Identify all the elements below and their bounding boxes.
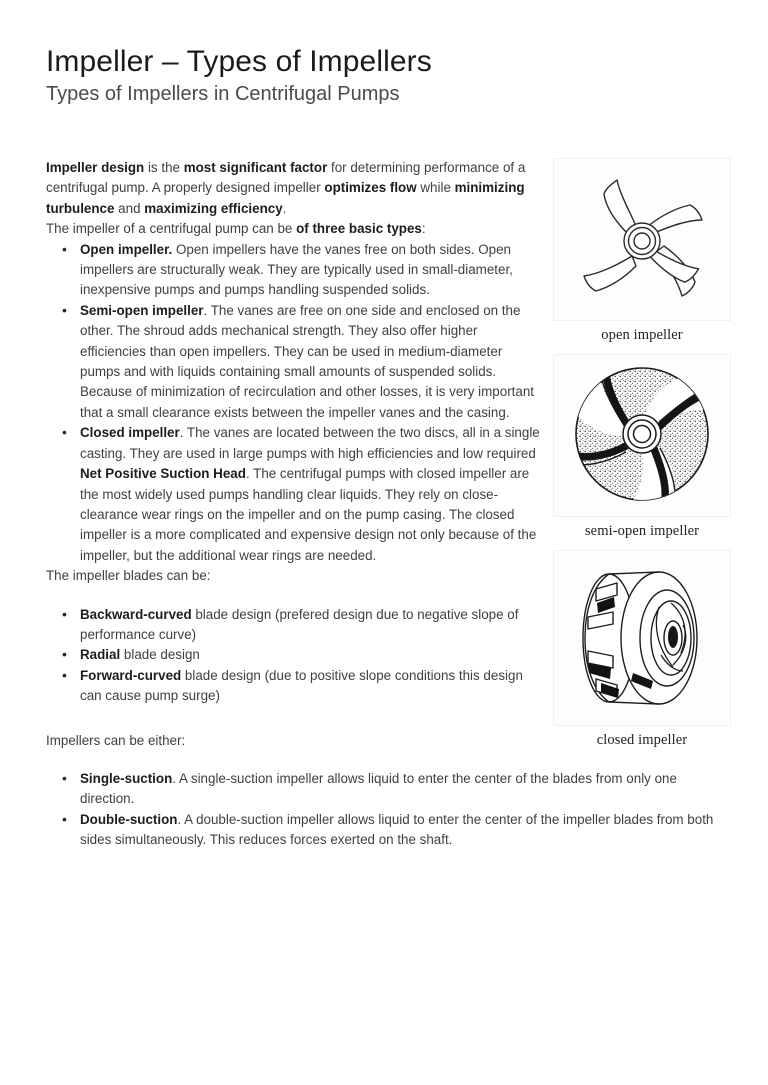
intro-bold-2: most significant factor <box>183 160 328 175</box>
intro-text-1: is the <box>144 160 184 175</box>
lead-text-1: The impeller of a centrifugal pump can be <box>46 221 297 237</box>
figure-caption: open impeller <box>601 327 683 343</box>
intro-bold-5: maximizing efficiency <box>144 200 283 216</box>
type-description-a: . The vanes are located between the two discs, all in a single casting. They are used in large pumps with high efficiencies and low required <box>80 425 540 461</box>
list-item-semi-open-impeller <box>46 301 544 423</box>
type-description: . The vanes are free on one side and enclosed on the other. The shroud adds mechanical strength. They also offer higher efficiencies than open impellers. They can be used in medium-diameter pumps and with liquids containing small amounts of suspended solids. Because of minimization of recirculation and other losses, it is very important that a small clearance exists between the impeller vanes and the casing. <box>80 302 534 420</box>
list-item-open-impeller <box>46 240 544 301</box>
type-term: Open impeller. <box>80 241 173 257</box>
intro-text-2: for determining performance of a centrifugal pump. A properly designed impeller <box>46 160 526 196</box>
lead-text-2: : <box>421 221 426 237</box>
spacer <box>46 587 714 605</box>
suction-description: . A single-suction impeller allows liquid to enter the center of the blades from only one direction. <box>80 770 677 807</box>
three-basic-types-lead <box>46 219 544 239</box>
list-item-single-suction <box>46 769 714 810</box>
list-item-forward-curved <box>46 666 544 707</box>
suction-term: Single-suction <box>80 770 173 786</box>
list-item-backward-curved <box>46 605 544 646</box>
blade-term: Forward-curved <box>80 667 182 683</box>
suction-lead: Impellers can be either: <box>46 732 186 748</box>
suction-description: . A double-suction impeller allows liquid to enter the center of the impeller blades from both sides simultaneously. This reduces forces exerted on the shaft. <box>80 811 714 848</box>
type-term: Closed impeller <box>80 425 180 441</box>
blades-lead: The impeller blades can be: <box>46 568 211 584</box>
type-description: Open impellers have the vanes free on both sides. Open impellers are structurally weak. They are typically used in small-diameter, inexpensive pumps and pumps handling suspended solids. <box>80 241 513 298</box>
list-item-double-suction <box>46 810 714 851</box>
intro-paragraph <box>46 158 544 219</box>
intro-bold-1: Impeller design <box>46 160 145 175</box>
spacer <box>46 751 714 769</box>
blade-description: blade design <box>120 647 200 663</box>
suction-term: Double-suction <box>80 811 178 827</box>
intro-text-3: while <box>416 180 455 196</box>
type-term: Semi-open impeller <box>80 302 204 318</box>
page-title: Impeller – Types of Impellers <box>46 45 432 78</box>
page-subtitle: Types of Impellers in Centrifugal Pumps <box>46 83 400 106</box>
suction-type-list <box>46 769 714 851</box>
document-body <box>46 158 714 851</box>
spacer <box>46 707 714 731</box>
intro-bold-3: optimizes flow <box>324 180 417 196</box>
type-description-b: . The centrifugal pumps with closed impeller are the most widely used pumps handling clear liquids. They rely on close-clearance wear rings on the impeller and on the pump casing. The closed impeller is a more complicated and expensive design not only because of the impeller, but the additional wear rings are needed. <box>80 466 537 563</box>
impeller-types-list <box>46 240 544 567</box>
document-header <box>46 44 706 107</box>
intro-bold-4: minimizing turbulence <box>46 180 525 216</box>
blade-description: blade design (prefered design due to negative slope of performance curve) <box>80 606 519 642</box>
npsh-term: Net Positive Suction Head <box>80 466 246 482</box>
blade-description: blade design (due to positive slope conditions this design can cause pump surge) <box>80 667 523 704</box>
intro-text-5: . <box>282 200 287 216</box>
intro-text-4: and <box>114 200 145 216</box>
blade-design-list <box>46 605 544 707</box>
blade-term: Radial <box>80 647 121 663</box>
list-item-closed-impeller <box>46 423 544 566</box>
figure-caption: closed impeller <box>596 732 688 748</box>
lead-bold-1: of three basic types <box>296 221 422 237</box>
figure-caption: semi-open impeller <box>584 523 700 539</box>
blade-term: Backward-curved <box>80 606 192 622</box>
list-item-radial <box>46 645 544 665</box>
